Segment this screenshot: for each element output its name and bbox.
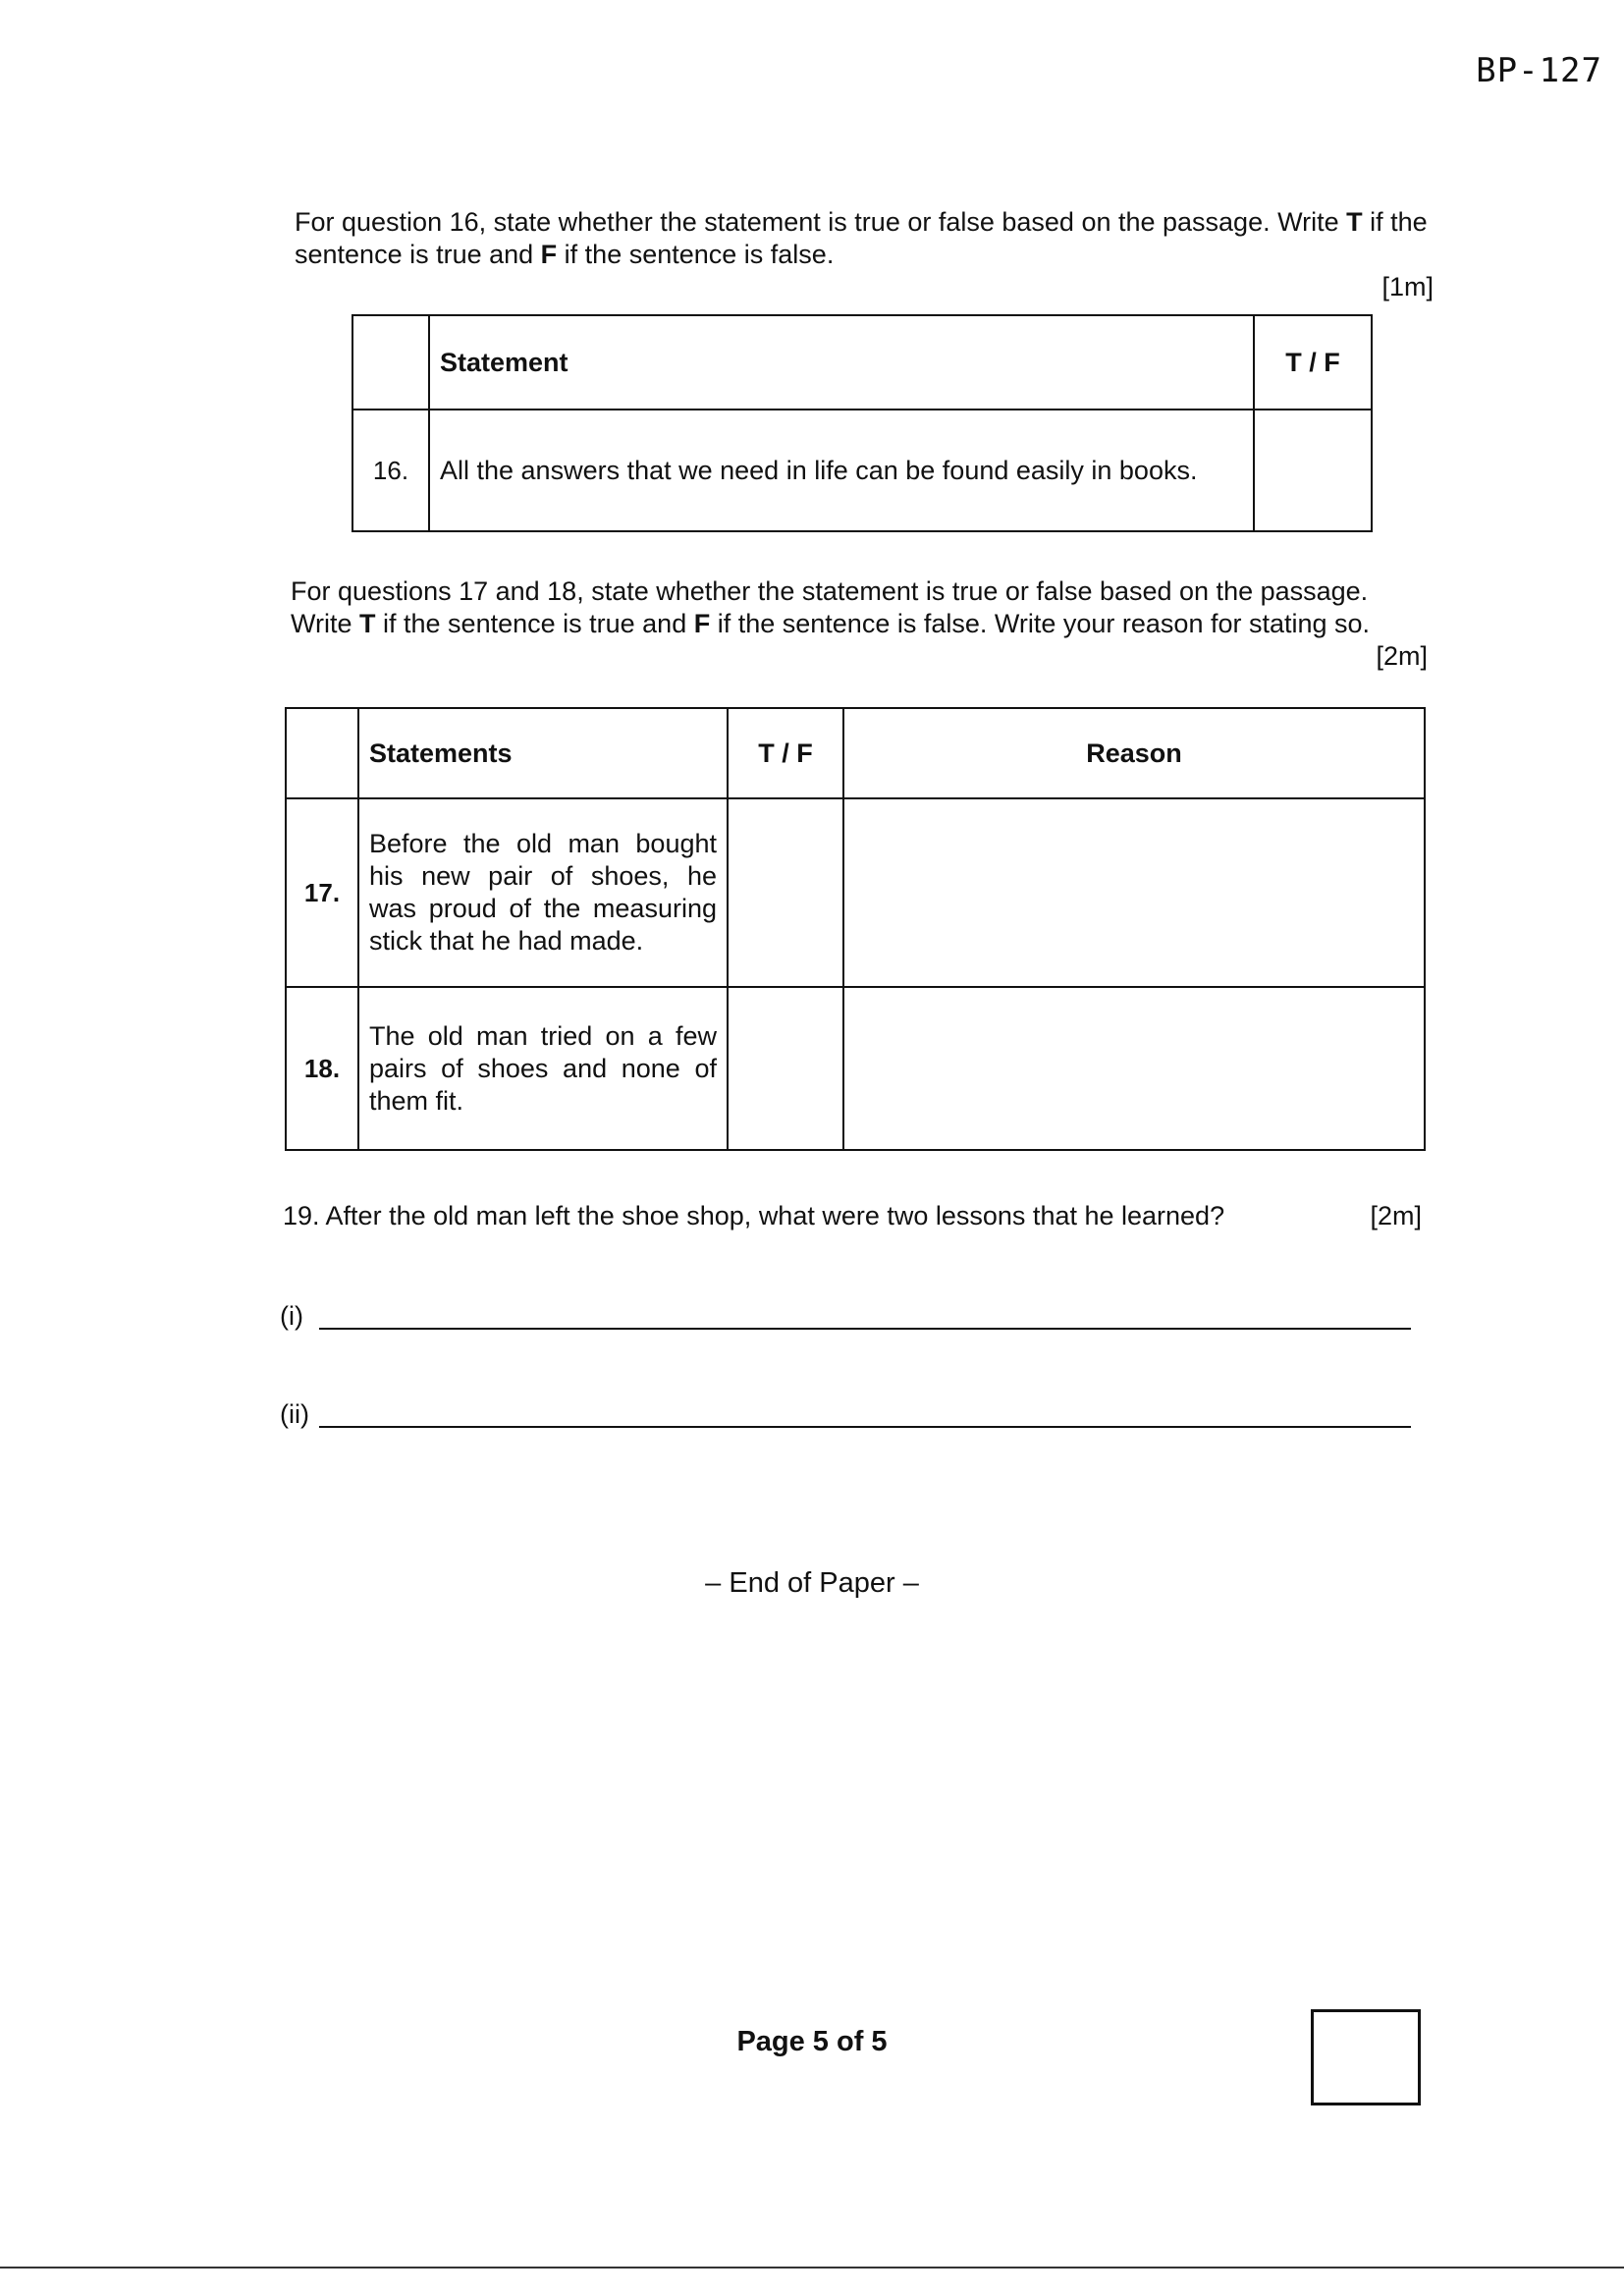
tf-answer-cell[interactable] — [728, 987, 843, 1150]
tf-answer-cell[interactable] — [1254, 410, 1372, 531]
marks-label: [2m] — [1376, 641, 1428, 671]
header-tf: T / F — [1254, 315, 1372, 410]
header-num-cell — [352, 315, 429, 410]
bottom-rule — [0, 2267, 1624, 2269]
answer-line-1[interactable] — [280, 1296, 1419, 1336]
tf-answer-cell[interactable] — [728, 798, 843, 987]
statement-text: The old man tried on a few pairs of shoes and none of them fit. — [358, 987, 728, 1150]
instruction-text-b: if the sentence is true and — [295, 207, 1428, 269]
q17-18-instruction — [291, 575, 1428, 673]
header-num-cell — [286, 708, 358, 798]
true-letter: T — [359, 609, 376, 638]
header-reason: Reason — [843, 708, 1425, 798]
answer-underline — [319, 1328, 1411, 1330]
instruction-text-c: if the sentence is false. Write your reason for stating so. — [710, 609, 1371, 638]
statement-text: All the answers that we need in life can be found easily in books. — [429, 410, 1254, 531]
end-of-paper: – End of Paper – — [705, 1567, 919, 1599]
header-statements: Statements — [358, 708, 728, 798]
table-row — [286, 798, 1425, 987]
q16-instruction — [295, 206, 1434, 303]
answer-label: (i) — [280, 1301, 303, 1331]
answer-label: (ii) — [280, 1399, 309, 1429]
question-number: 16. — [352, 410, 429, 531]
page-code: BP-127 — [1476, 51, 1602, 90]
instruction-text-a: For questions 17 and 18, state whether the statement is true or false based on the passage. Write — [291, 576, 1369, 638]
marks-label: [2m] — [1370, 1201, 1422, 1230]
question-number: 17. — [286, 798, 358, 987]
marks-label: [1m] — [1381, 272, 1434, 301]
q16-table — [352, 314, 1373, 532]
score-box[interactable] — [1311, 2009, 1421, 2105]
reason-answer-cell[interactable] — [843, 987, 1425, 1150]
instruction-text-a: For question 16, state whether the statement is true or false based on the passage. Write — [295, 207, 1347, 237]
false-letter: F — [540, 240, 558, 269]
answer-line-2[interactable] — [280, 1394, 1419, 1434]
instruction-text-c: if the sentence is false. — [557, 240, 835, 269]
question-number: 18. — [286, 987, 358, 1150]
statement-text: Before the old man bought his new pair of shoes, he was proud of the measuring stick that he had made. — [358, 798, 728, 987]
answer-underline — [319, 1426, 1411, 1428]
false-letter: F — [693, 609, 711, 638]
true-letter: T — [1346, 207, 1363, 237]
table-row — [286, 987, 1425, 1150]
header-tf: T / F — [728, 708, 843, 798]
q19-text: 19. After the old man left the shoe shop, what were two lessons that he learned? — [283, 1201, 1225, 1230]
q19-question — [283, 1200, 1422, 1232]
instruction-text-b: if the sentence is true and — [375, 609, 694, 638]
header-statement: Statement — [429, 315, 1254, 410]
table-row — [352, 410, 1372, 531]
page-number: Page 5 of 5 — [736, 2026, 888, 2057]
reason-answer-cell[interactable] — [843, 798, 1425, 987]
q17-18-table — [285, 707, 1426, 1151]
